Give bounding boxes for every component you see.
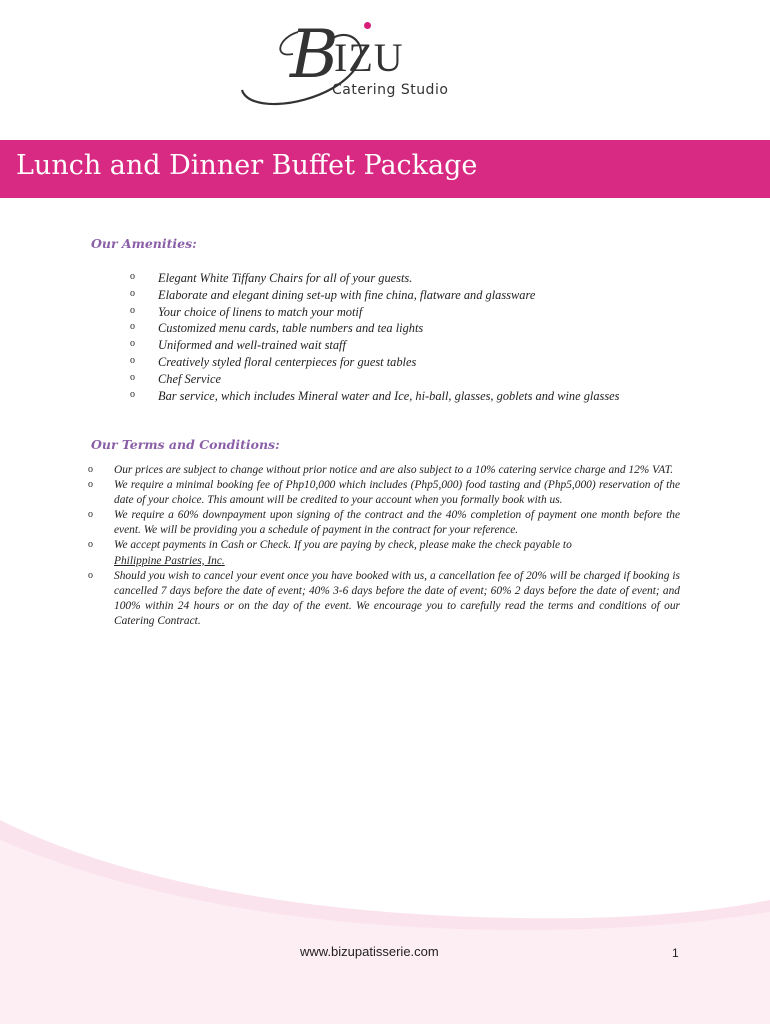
terms-heading: Our Terms and Conditions: — [91, 437, 280, 452]
bullet-icon: o — [130, 321, 135, 333]
logo-name: IZU — [334, 35, 404, 80]
bullet-icon: o — [130, 354, 135, 366]
list-item: o Elegant White Tiffany Chairs for all of your guests. — [130, 271, 413, 285]
bullet-icon: o — [88, 509, 93, 521]
bullet-icon: o — [88, 464, 93, 475]
bullet-icon: o — [130, 338, 135, 350]
bullet-icon: o — [130, 287, 135, 299]
list-item: o Elaborate and elegant dining set-up with fine china, flatware and glassware — [130, 287, 536, 302]
list-item: o Customized menu cards, table numbers and tea lights — [130, 321, 424, 336]
payee-name: Philippine Pastries, Inc. — [114, 554, 225, 567]
list-item: o Uniformed and well-trained wait staff — [130, 338, 346, 353]
bullet-icon: o — [130, 388, 135, 400]
bullet-icon: o — [130, 271, 135, 282]
logo-accent-dot — [364, 22, 371, 29]
list-item: o Bar service, which includes Mineral water and Ice, hi-ball, glasses, goblets and wine glasses — [130, 388, 620, 403]
amenities-list — [130, 270, 620, 404]
bullet-icon: o — [130, 304, 135, 316]
list-item: o Our prices are subject to change without prior notice and are also subject to a 10% catering service charge and 12% VAT. — [88, 464, 674, 476]
logo-subtitle: Catering Studio — [332, 82, 449, 98]
list-item: o Creatively styled floral centerpieces for guest tables — [130, 354, 417, 369]
list-item: o Should you wish to cancel your event once you have booked with us, a cancellation fee of 20% will be charged if booking is cancelled 7 days before the date of event; 40% 3-6 days before the date of event; 60% 2 days before the date of event; and 100% within 24 hours or on the day of the event. We encourage you to carefully read the terms and conditions of our Catering Contract. — [88, 569, 680, 627]
bullet-icon: o — [130, 371, 135, 383]
page-number: 1 — [672, 946, 679, 960]
amenities-heading: Our Amenities: — [91, 236, 197, 251]
bullet-icon: o — [88, 539, 93, 551]
decorative-swoosh — [0, 820, 770, 1024]
list-item: o We accept payments in Cash or Check. If you are paying by check, please make the check payable to Philippine Pastries, Inc. — [88, 539, 572, 567]
list-item: o Chef Service — [130, 371, 221, 386]
page-title: Lunch and Dinner Buffet Package — [16, 150, 478, 181]
footer-url: www.bizupatisserie.com — [300, 944, 439, 959]
bullet-icon: o — [88, 479, 93, 491]
logo-initial: B — [290, 16, 339, 93]
terms-list — [88, 463, 680, 629]
list-item: o We require a 60% downpayment upon signing of the contract and the 40% completion of payment one month before the event. We will be providing you a schedule of payment in the contract for your reference. — [88, 509, 680, 537]
list-item: o Your choice of linens to match your motif — [130, 304, 363, 319]
bullet-icon: o — [88, 569, 93, 581]
list-item: o We require a minimal booking fee of Php10,000 which includes (Php5,000) food tasting and (Php5,000) reservation of the date of your choice. This amount will be credited to your account when you formally book with us. — [88, 479, 680, 507]
